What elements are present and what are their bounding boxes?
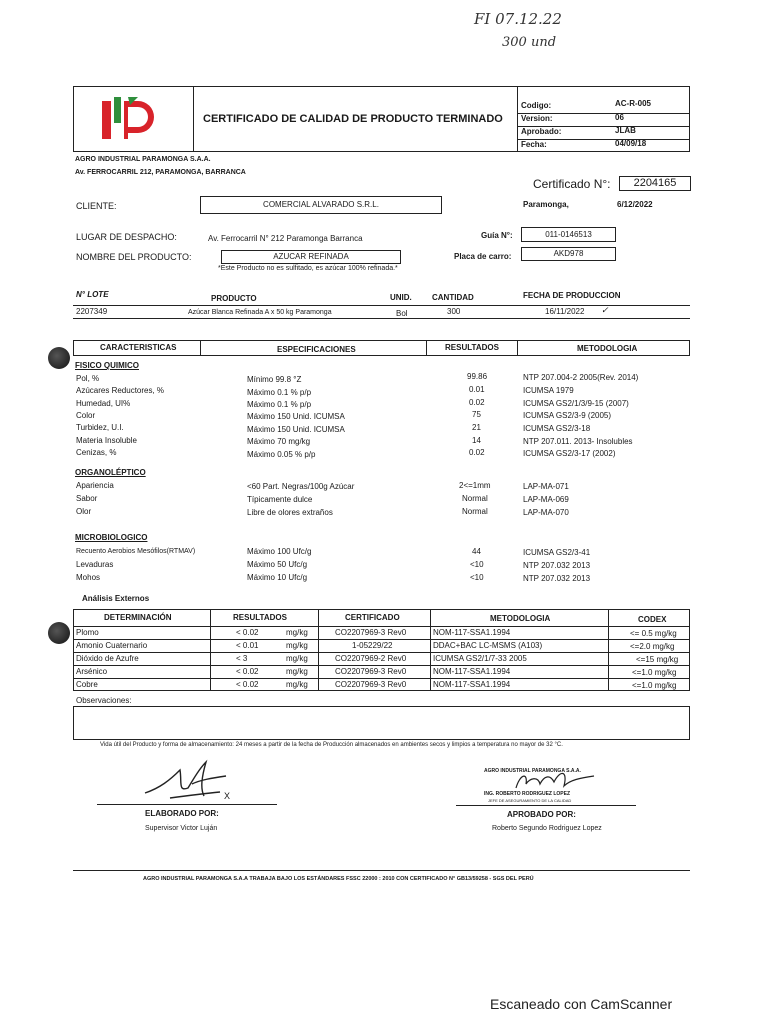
spec-method: LAP-MA-071 [523, 482, 569, 491]
external-unit: mg/kg [286, 680, 308, 689]
company-logo [98, 93, 160, 150]
external-certificate: CO2207969-3 Rev0 [335, 680, 407, 689]
external-header-determination: DETERMINACIÓN [104, 613, 172, 622]
observations-label: Observaciones: [76, 696, 132, 705]
external-unit: mg/kg [286, 667, 308, 676]
external-methodology: NOM-117-SSA1.1994 [433, 680, 511, 689]
handwritten-quantity: 300 und [502, 35, 557, 50]
spec-method: LAP-MA-070 [523, 508, 569, 517]
producto-label: NOMBRE DEL PRODUCTO: [76, 252, 192, 262]
section-title-organoleptic: ORGANOLÉPTICO [75, 468, 146, 477]
shelf-life-note: Vida útil del Producto y forma de almacenamiento: 24 meses a partir de la fecha de Producción almacenados en ambientes secos y limpios a temperatura no mayor de 32 °C. [100, 742, 563, 748]
guia-value: 011-0146513 [521, 227, 616, 242]
spec-result: 0.01 [469, 385, 485, 394]
external-certificate: 1-05229/22 [352, 641, 393, 650]
punch-hole-bottom [48, 622, 70, 644]
spec-result: <10 [470, 560, 484, 569]
specs-header-specifications: ESPECIFICACIONES [277, 345, 356, 354]
aprobado-value: JLAB [615, 126, 636, 135]
placa-value: AKD978 [521, 247, 616, 261]
spec-char: Turbidez, U.I. [76, 423, 124, 432]
aprobado-label: Aprobado: [521, 127, 562, 136]
spec-char: Recuento Aerobios Mesófilos(RTMAV) [76, 548, 196, 555]
producto-value: AZUCAR REFINADA [221, 250, 401, 264]
certificate-city: Paramonga, [523, 200, 569, 209]
version-value: 06 [615, 113, 624, 122]
external-result: < 3 [236, 654, 248, 663]
company-name: AGRO INDUSTRIAL PARAMONGA S.A.A. [75, 156, 211, 163]
external-unit: mg/kg [286, 654, 308, 663]
spec-result: Normal [462, 507, 488, 516]
lot-unit: Bol [396, 309, 408, 318]
spec-method: LAP-MA-069 [523, 495, 569, 504]
lot-qty: 300 [447, 307, 461, 316]
external-determination: Dióxido de Azufre [76, 654, 139, 663]
spec-result: 75 [472, 410, 481, 419]
placa-label: Placa de carro: [454, 252, 512, 261]
guia-label: Guía N°: [481, 231, 513, 240]
specs-header-results: RESULTADOS [445, 343, 499, 352]
handwritten-date: FI 07.12.22 [474, 10, 562, 28]
fecha-label: Fecha: [521, 140, 547, 149]
certificate-number: 2204165 [619, 176, 691, 191]
stamp-name: ING. ROBERTO RODRIGUEZ LOPEZ [484, 791, 571, 797]
elaborado-name: Supervisor Victor Luján [145, 825, 218, 832]
spec-char: Materia Insoluble [76, 436, 137, 445]
spec-method: NTP 207.032 2013 [523, 561, 591, 570]
spec-char: Azúcares Reductores, % [76, 386, 165, 395]
stamp-company: AGRO INDUSTRIAL PARAMONGA S.A.A. [484, 768, 581, 774]
lot-date: 16/11/2022 [545, 307, 585, 316]
fecha-value: 04/09/18 [615, 139, 647, 148]
spec-result: 14 [472, 436, 481, 445]
spec-char: Apariencia [76, 481, 114, 490]
external-methodology: DDAC+BAC LC-MSMS (A103) [433, 641, 543, 650]
client-value: COMERCIAL ALVARADO S.R.L. [200, 196, 442, 214]
spec-result: 0.02 [469, 398, 485, 407]
external-codex: <=2.0 mg/kg [630, 642, 675, 651]
external-result: < 0.01 [236, 641, 259, 650]
spec-method: NTP 207.004-2 2005(Rev. 2014) [523, 373, 639, 382]
spec-method: NTP 207.032 2013 [523, 574, 591, 583]
spec-char: Humedad, UI% [76, 399, 131, 408]
stamp-role: JEFE DE ASEGURAMIENTO DE LA CALIDAD [488, 798, 572, 803]
external-methodology: ICUMSA GS2/1/7-33 2005 [433, 654, 527, 663]
spec-char: Sabor [76, 494, 98, 503]
spec-spec: Máximo 0.1 % p/p [247, 388, 312, 397]
external-codex: <= 0.5 mg/kg [630, 629, 677, 638]
external-unit: mg/kg [286, 628, 308, 637]
spec-result: <10 [470, 573, 484, 582]
external-certificate: CO2207969-3 Rev0 [335, 628, 407, 637]
external-methodology: NOM-117-SSA1.1994 [433, 667, 511, 676]
external-unit: mg/kg [286, 641, 308, 650]
aprobado-por-name: Roberto Segundo Rodriguez Lopez [492, 825, 602, 832]
specs-header-characteristics: CARACTERISTICAS [100, 343, 177, 352]
spec-method: ICUMSA GS2/3-9 (2005) [523, 411, 612, 420]
product-note: *Este Producto no es sulfitado, es azúcar 100% refinada.* [218, 265, 398, 272]
camscanner-watermark: Escaneado con CamScanner [490, 996, 673, 1012]
spec-method: ICUMSA 1979 [523, 386, 574, 395]
external-header-methodology: METODOLOGIA [490, 614, 551, 623]
spec-method: ICUMSA GS2/3-18 [523, 424, 591, 433]
external-codex: <=15 mg/kg [636, 655, 679, 664]
external-certificate: CO2207969-2 Rev0 [335, 654, 407, 663]
external-determination: Plomo [76, 628, 99, 637]
despacho-label: LUGAR DE DESPACHO: [76, 232, 177, 242]
spec-method: ICUMSA GS2/1/3/9-15 (2007) [523, 399, 629, 408]
external-header-certificate: CERTIFICADO [345, 613, 400, 622]
spec-result: 0.02 [469, 448, 485, 457]
lot-header-qty: CANTIDAD [432, 293, 474, 302]
spec-spec: Máximo 70 mg/kg [247, 437, 311, 446]
spec-result: 21 [472, 423, 481, 432]
document-title: CERTIFICADO DE CALIDAD DE PRODUCTO TERMINADO [203, 113, 503, 125]
spec-result: 44 [472, 547, 481, 556]
spec-spec: Máximo 100 Ufc/g [247, 547, 312, 556]
client-label: CLIENTE: [76, 201, 117, 211]
spec-spec: Máximo 150 Unid. ICUMSA [247, 412, 345, 421]
spec-spec: Máximo 10 Ufc/g [247, 573, 308, 582]
lot-number: 2207349 [76, 307, 108, 316]
spec-method: ICUMSA GS2/3-17 (2002) [523, 449, 616, 458]
section-title-physicochemical: FISICO QUIMICO [75, 361, 139, 370]
external-codex: <=1.0 mg/kg [632, 668, 677, 677]
observations-box [73, 706, 690, 740]
spec-result: Normal [462, 494, 488, 503]
external-methodology: NOM-117-SSA1.1994 [433, 628, 511, 637]
external-certificate: CO2207969-3 Rev0 [335, 667, 407, 676]
spec-spec: <60 Part. Negras/100g Azúcar [247, 482, 355, 491]
external-determination: Cobre [76, 680, 98, 689]
codigo-label: Codigo: [521, 101, 552, 110]
aprobado-por-label: APROBADO POR: [507, 810, 576, 819]
spec-spec: Típicamente dulce [247, 495, 313, 504]
punch-hole-top [48, 347, 70, 369]
external-header-codex: CODEX [638, 615, 667, 624]
footer-standards-statement: AGRO INDUSTRIAL PARAMONGA S.A.A TRABAJA BAJO LOS ESTÁNDARES FSSC 22000 : 2010 CON CERTIFICADO N° GB13/59258 - SGS DEL PERÚ [143, 876, 534, 882]
spec-result: 2<=1mm [459, 481, 491, 490]
spec-char: Mohos [76, 573, 101, 582]
spec-char: Pol, % [76, 374, 100, 383]
certificate-date: 6/12/2022 [617, 200, 653, 209]
spec-spec: Libre de olores extraños [247, 508, 333, 517]
elaborado-label: ELABORADO POR: [145, 809, 219, 818]
lot-check-mark: ✓ [601, 305, 609, 315]
spec-char: Color [76, 411, 96, 420]
external-header-results: RESULTADOS [233, 613, 287, 622]
spec-spec: Mínimo 99.8 °Z [247, 375, 302, 384]
company-address: Av. FERROCARRIL 212, PARAMONGA, BARRANCA [75, 169, 246, 176]
external-result: < 0.02 [236, 667, 259, 676]
lot-header-product: PRODUCTO [211, 294, 257, 303]
external-result: < 0.02 [236, 628, 259, 637]
lot-header-unit: UNID. [390, 293, 412, 302]
lot-header-number: N° LOTE [76, 290, 109, 299]
spec-method: NTP 207.011. 2013- Insolubles [523, 437, 633, 446]
spec-char: Olor [76, 507, 92, 516]
spec-spec: Máximo 50 Ufc/g [247, 560, 308, 569]
certificate-label: Certificado N°: [533, 177, 611, 191]
spec-spec: Máximo 150 Unid. ICUMSA [247, 425, 345, 434]
lot-header-date: FECHA DE PRODUCCION [523, 291, 621, 300]
external-analysis-title: Análisis Externos [82, 594, 150, 603]
external-determination: Arsénico [76, 667, 108, 676]
spec-result: 99.86 [467, 372, 488, 381]
version-label: Version: [521, 114, 553, 123]
external-determination: Amonio Cuaternario [76, 641, 148, 650]
external-result: < 0.02 [236, 680, 259, 689]
external-codex: <=1.0 mg/kg [632, 681, 677, 690]
section-title-microbiological: MICROBIOLOGICO [75, 533, 148, 542]
spec-method: ICUMSA GS2/3-41 [523, 548, 591, 557]
spec-char: Cenizas, % [76, 448, 117, 457]
codigo-value: AC-R-005 [615, 99, 652, 108]
signature-left-mark: X [224, 791, 231, 801]
despacho-value: Av. Ferrocarril N° 212 Paramonga Barranca [208, 234, 363, 243]
spec-spec: Máximo 0.1 % p/p [247, 400, 312, 409]
spec-char: Levaduras [76, 560, 114, 569]
specs-header-methodology: METODOLOGIA [577, 344, 638, 353]
lot-product: Azúcar Blanca Refinada A x 50 kg Paramonga [188, 309, 332, 316]
spec-spec: Máximo 0.05 % p/p [247, 450, 316, 459]
